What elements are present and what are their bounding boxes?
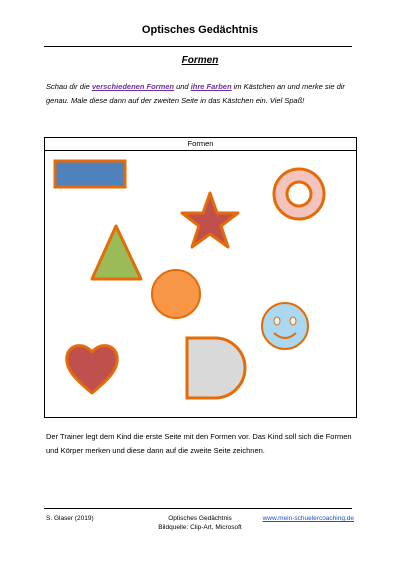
circle-shape xyxy=(152,270,200,318)
footer-author: S. Glaser (2019) xyxy=(46,515,94,522)
intro-emphasis-colors: ihre Farben xyxy=(190,82,232,91)
intro-part1: Schau dir die xyxy=(46,82,92,91)
intro-part3: im Kästchen an und merke sie dir genau. Male diese dann auf der zweiten Seite in das Kästchen ein. Viel Spaß! xyxy=(46,82,345,105)
smiley-shape xyxy=(262,303,308,349)
heart-shape xyxy=(67,346,118,393)
d-shape xyxy=(187,338,245,398)
ring-hole xyxy=(287,182,311,206)
footer-title: Optisches Gedächtnis xyxy=(168,515,232,522)
footer-website-link[interactable]: www.mein-schuelercoaching.de xyxy=(262,515,354,522)
star-shape xyxy=(182,193,238,247)
shapes-canvas xyxy=(45,151,356,417)
intro-part2: und xyxy=(174,82,191,91)
title-divider xyxy=(44,46,352,47)
shape-box-header: Formen xyxy=(45,138,356,151)
page-subtitle: Formen xyxy=(181,55,219,66)
shape-box xyxy=(44,137,357,418)
page-title: Optisches Gedächtnis xyxy=(141,24,259,36)
triangle-shape xyxy=(92,226,141,279)
instructions-text xyxy=(46,80,366,108)
footer-divider xyxy=(44,508,352,509)
intro-emphasis-forms: verschiedenen Formen xyxy=(91,82,174,91)
footer-image-source: Bildquelle: Clip-Art, Microsoft xyxy=(158,524,242,531)
rectangle-shape xyxy=(55,161,125,187)
trainer-note: Der Trainer legt dem Kind die erste Seite mit den Formen vor. Das Kind soll sich die Formen und Körper merken und diese dann auf die zweite Seite zeichnen. xyxy=(46,432,352,455)
